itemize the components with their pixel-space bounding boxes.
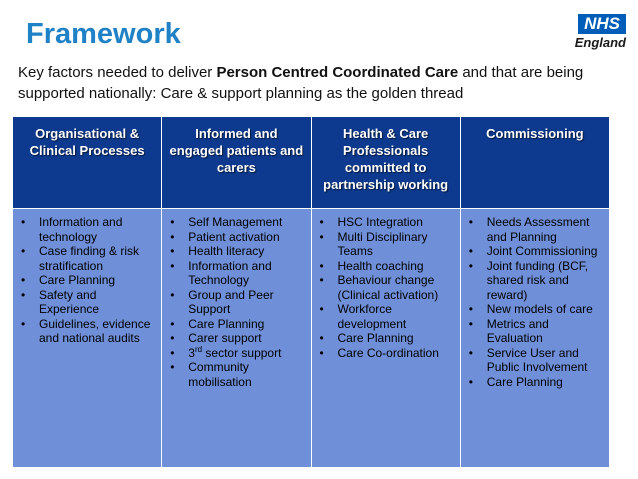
- list-item: • Health coaching: [316, 259, 456, 274]
- list-item: • Health literacy: [166, 244, 306, 259]
- list-item: • Metrics and Evaluation: [465, 317, 605, 346]
- list-item: • Joint funding (BCF, shared risk and reward): [465, 259, 605, 303]
- column-commissioning: [461, 117, 609, 467]
- column-body: [162, 209, 310, 467]
- list-item: • Carer support: [166, 331, 306, 346]
- column-body: [461, 209, 609, 467]
- list-item: • Self Management: [166, 215, 306, 230]
- list-item: • Guidelines, evidence and national audits: [17, 317, 157, 346]
- nhs-logo-mark: NHS: [578, 14, 626, 34]
- bullet-list: [316, 215, 456, 360]
- intro-bold: Person Centred Coordinated Care: [216, 64, 459, 81]
- list-item: • Service User and Public Involvement: [465, 346, 605, 375]
- list-item: • Community mobilisation: [166, 360, 306, 389]
- bullet-list: [465, 215, 605, 389]
- list-item: • Information and Technology: [166, 259, 306, 288]
- list-item: • Safety and Experience: [17, 288, 157, 317]
- list-item: • HSC Integration: [316, 215, 456, 230]
- england-logo-text: England: [574, 35, 626, 50]
- column-header: Health & Care Professionals committed to partnership working: [312, 117, 460, 209]
- list-item: • Care Planning: [17, 273, 157, 288]
- column-header: Commissioning: [461, 117, 609, 209]
- list-item: • Care Planning: [465, 375, 605, 390]
- intro-prefix: Key factors needed to deliver: [18, 64, 217, 81]
- framework-table: [12, 116, 610, 468]
- column-organisational: [13, 117, 162, 467]
- bullet-list: [166, 215, 306, 389]
- nhs-england-logo: [556, 14, 626, 51]
- column-body: [13, 209, 161, 467]
- list-item: • Information and technology: [17, 215, 157, 244]
- list-item: • 3rd sector support: [166, 346, 306, 361]
- list-item: • New models of care: [465, 302, 605, 317]
- list-item: • Care Planning: [316, 331, 456, 346]
- column-patients-carers: [162, 117, 311, 467]
- list-item: • Care Co-ordination: [316, 346, 456, 361]
- list-item: • Behaviour change (Clinical activation): [316, 273, 456, 302]
- list-item: • Patient activation: [166, 230, 306, 245]
- column-header: Organisational & Clinical Processes: [13, 117, 161, 209]
- list-item: • Case finding & risk stratification: [17, 244, 157, 273]
- list-item: • Multi Disciplinary Teams: [316, 230, 456, 259]
- column-body: [312, 209, 460, 467]
- list-item: • Group and Peer Support: [166, 288, 306, 317]
- intro-text: [18, 62, 618, 104]
- intro-suffix: and that are being supported nationally: Care & support planning as the golden thread: [18, 64, 584, 102]
- column-header: Informed and engaged patients and carers: [162, 117, 310, 209]
- list-item: • Needs Assessment and Planning: [465, 215, 605, 244]
- list-item: • Workforce development: [316, 302, 456, 331]
- bullet-list: [17, 215, 157, 346]
- list-item: • Joint Commissioning: [465, 244, 605, 259]
- page-title: Framework: [26, 18, 181, 50]
- column-professionals: [312, 117, 461, 467]
- list-item: • Care Planning: [166, 317, 306, 332]
